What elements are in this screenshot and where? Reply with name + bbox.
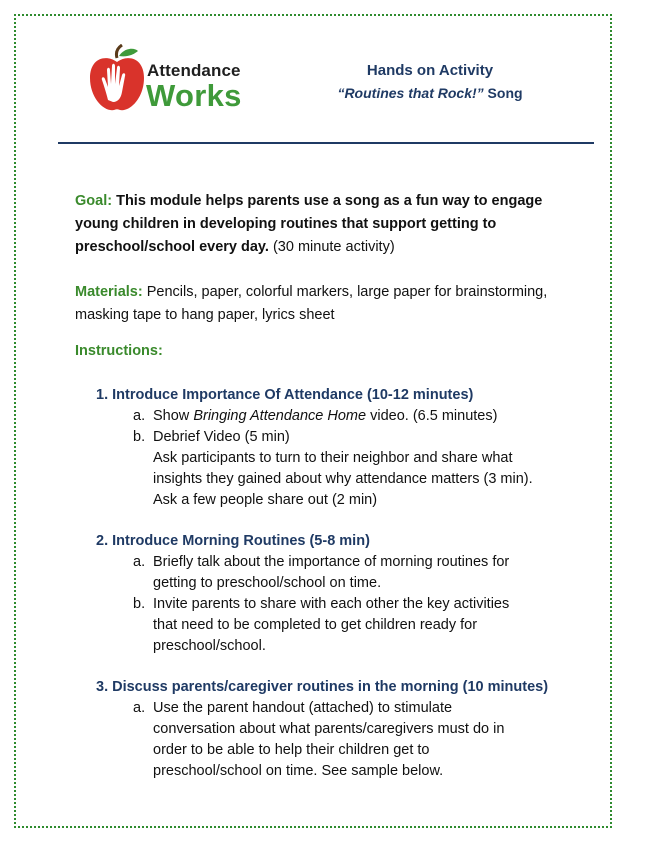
step-2-item-a (96, 552, 596, 594)
header-divider (58, 142, 594, 144)
item-marker: b. (133, 596, 146, 612)
item-line: preschool/school on time. See sample below. (153, 763, 444, 779)
materials-label: Materials: (75, 284, 143, 300)
logo-text-attendance: Attendance (147, 61, 241, 80)
step-2-item-b (96, 594, 596, 657)
materials-paragraph (75, 281, 575, 327)
step-3-item-a (96, 698, 596, 782)
item-marker: a. (133, 408, 146, 424)
video-title: Bringing Attendance Home (193, 408, 367, 424)
goal-text: This module helps parents use a song as a fun way to engage young children in developing routines that support getting to preschool/school every day. (75, 193, 543, 255)
song-title: “Routines that Rock!” (337, 85, 484, 101)
step-3-title: 3. Discuss parents/caregiver routines in the morning (10 minutes) (96, 679, 549, 695)
activity-subtitle (300, 85, 560, 101)
song-label: Song (483, 85, 523, 101)
step-1-item-a (96, 406, 596, 427)
item-text: Debrief Video (5 min) (153, 429, 290, 445)
item-line: that need to be completed to get children ready for (153, 617, 478, 633)
item-line: getting to preschool/school on time. (153, 575, 382, 591)
activity-title: Hands on Activity (366, 62, 494, 79)
item-line: Briefly talk about the importance of morning routines for (153, 554, 510, 570)
item-line: Use the parent handout (attached) to stimulate (153, 700, 453, 716)
item-marker: a. (133, 554, 146, 570)
item-line: preschool/school. (153, 638, 266, 654)
step-1-item-b (96, 427, 596, 448)
instruction-step-3 (96, 677, 596, 782)
step-1-continuation-line: Ask a few people share out (2 min) (153, 492, 378, 508)
apple-hand-icon (88, 44, 146, 116)
item-marker: a. (133, 700, 146, 716)
step-1-continuation-line: insights they gained about why attendance matters (3 min). (153, 471, 533, 487)
step-2-title: 2. Introduce Morning Routines (5-8 min) (96, 533, 370, 549)
attendance-works-logo (88, 44, 258, 119)
materials-text: Pencils, paper, colorful markers, large paper for brainstorming, masking tape to hang paper, lyrics sheet (75, 284, 548, 323)
item-text: Show (153, 408, 194, 424)
item-line: Invite parents to share with each other the key activities (153, 596, 510, 612)
step-1-title: 1. Introduce Importance Of Attendance (10-12 minutes) (96, 387, 474, 403)
goal-paragraph (75, 190, 575, 259)
instruction-step-1 (96, 385, 596, 511)
instruction-step-2 (96, 531, 596, 657)
item-line: order to be able to help their children get to (153, 742, 430, 758)
step-1-continuation-line: Ask participants to turn to their neighbor and share what (153, 450, 513, 466)
item-marker: b. (133, 429, 146, 445)
item-line: conversation about what parents/caregivers must do in (153, 721, 505, 737)
instructions-heading: Instructions: (75, 343, 163, 359)
goal-label: Goal: (75, 193, 113, 209)
goal-duration: (30 minute activity) (268, 239, 395, 255)
item-text: video. (6.5 minutes) (366, 408, 498, 424)
logo-text-works: Works (146, 78, 242, 113)
